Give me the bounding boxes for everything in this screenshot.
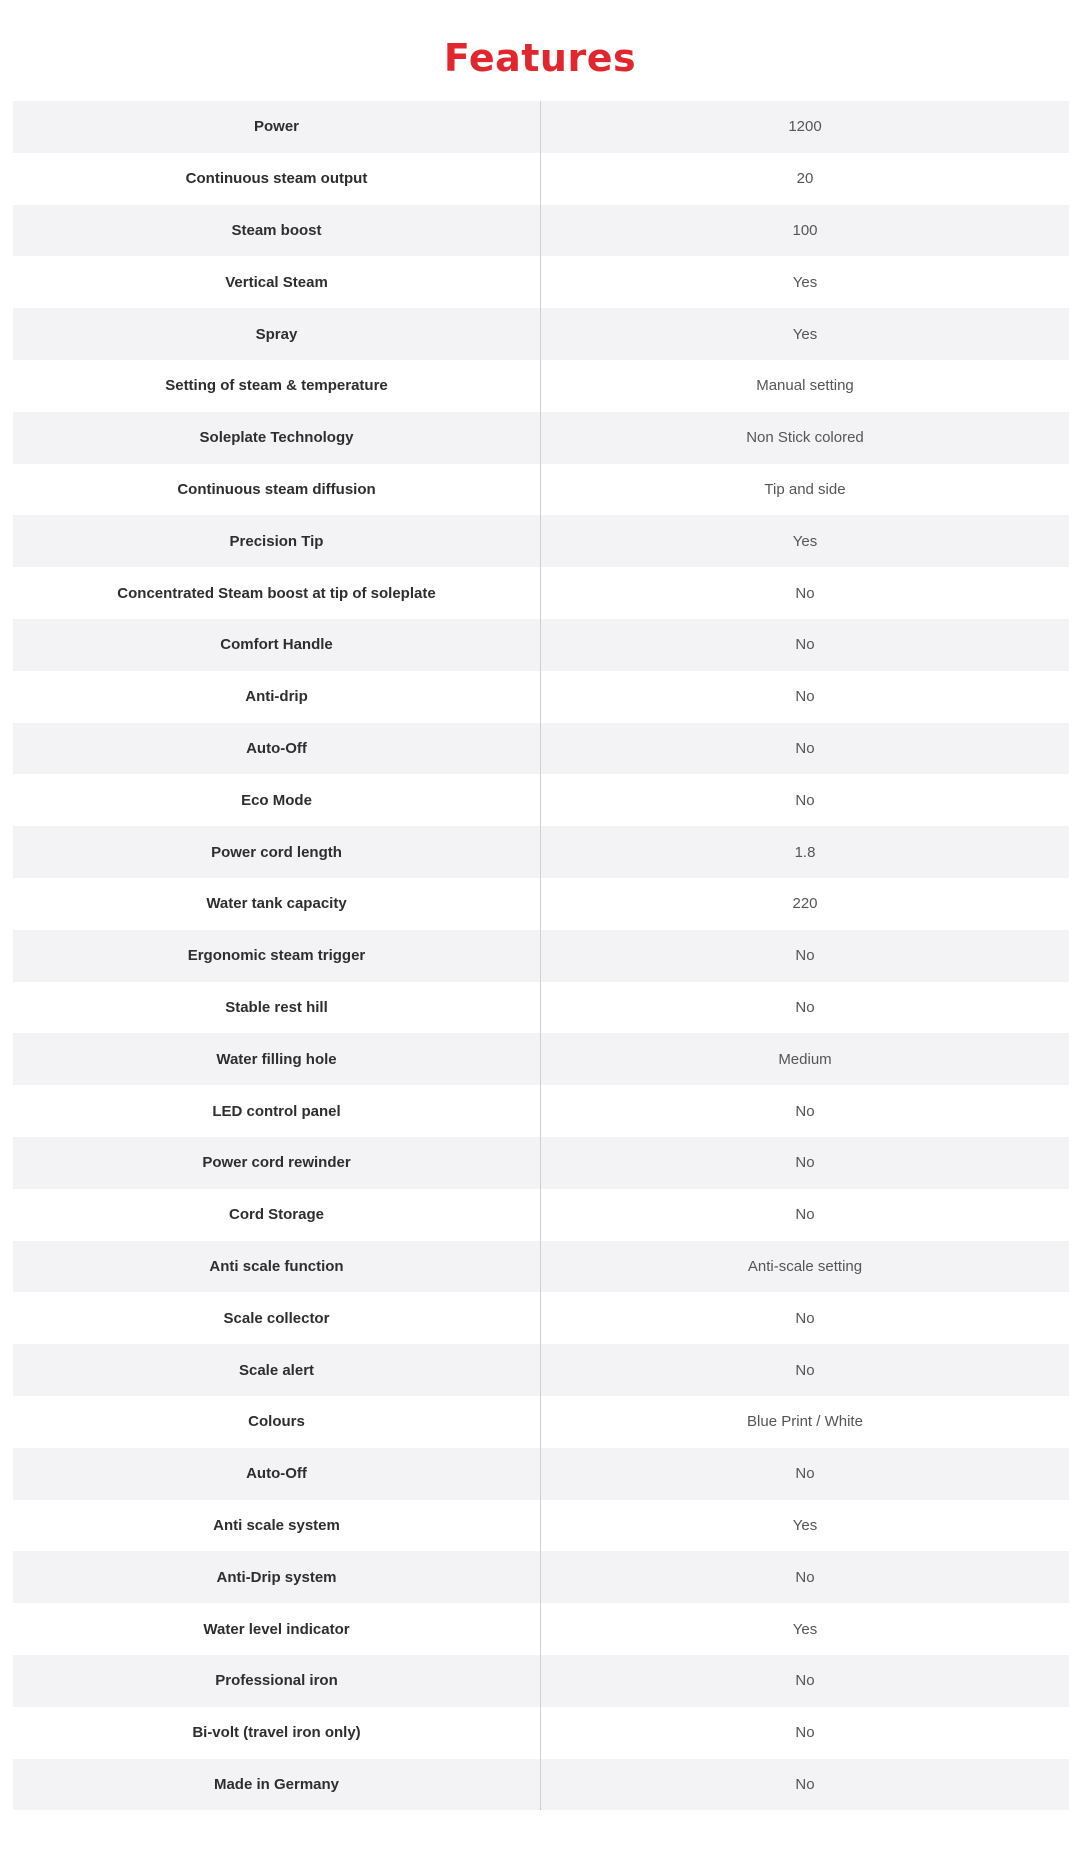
table-row xyxy=(13,308,1069,360)
table-row xyxy=(13,1241,1069,1293)
table-row xyxy=(13,205,1069,257)
feature-label: Ergonomic steam trigger xyxy=(13,930,541,982)
feature-value: No xyxy=(795,1465,815,1483)
table-row xyxy=(13,826,1069,878)
table-row xyxy=(13,930,1069,982)
features-table xyxy=(13,101,1069,1810)
feature-value: No xyxy=(795,998,815,1016)
feature-value: Yes xyxy=(792,273,818,291)
feature-label: Water tank capacity xyxy=(13,878,541,930)
feature-label: Comfort Handle xyxy=(13,619,541,671)
feature-label: Professional iron xyxy=(13,1655,541,1707)
feature-value: Non Stick colored xyxy=(746,429,864,447)
feature-value: Tip and side xyxy=(764,480,846,498)
feature-label: Steam boost xyxy=(13,205,541,257)
feature-label: Anti scale function xyxy=(13,1241,541,1293)
table-row xyxy=(13,671,1069,723)
feature-label: Power cord length xyxy=(13,826,541,878)
table-row xyxy=(13,878,1069,930)
feature-label: Vertical Steam xyxy=(13,256,541,308)
table-row xyxy=(13,1396,1069,1448)
feature-label: Anti scale system xyxy=(13,1500,541,1552)
table-row xyxy=(13,723,1069,775)
table-row xyxy=(13,464,1069,516)
feature-value: No xyxy=(795,1361,815,1379)
feature-value: No xyxy=(795,1309,815,1327)
feature-value: No xyxy=(795,688,815,706)
feature-value: No xyxy=(795,947,815,965)
feature-value: Yes xyxy=(792,1620,818,1638)
table-row xyxy=(13,1500,1069,1552)
table-row xyxy=(13,101,1069,153)
feature-value: No xyxy=(795,636,815,654)
feature-label: Made in Germany xyxy=(13,1759,541,1811)
table-row xyxy=(13,619,1069,671)
feature-label: Soleplate Technology xyxy=(13,412,541,464)
feature-value: Manual setting xyxy=(756,377,854,395)
feature-label: LED control panel xyxy=(13,1085,541,1137)
table-row xyxy=(13,515,1069,567)
table-row xyxy=(13,1033,1069,1085)
table-row xyxy=(13,1292,1069,1344)
feature-value: 20 xyxy=(796,170,814,188)
table-row xyxy=(13,1759,1069,1811)
feature-value: No xyxy=(795,1154,815,1172)
feature-value: 1.8 xyxy=(794,843,816,861)
feature-label: Continuous steam output xyxy=(13,153,541,205)
feature-value: Yes xyxy=(792,532,818,550)
feature-value: Medium xyxy=(778,1050,832,1068)
feature-value: No xyxy=(795,1568,815,1586)
feature-value: No xyxy=(795,1672,815,1690)
table-row xyxy=(13,1655,1069,1707)
table-row xyxy=(13,982,1069,1034)
feature-label: Spray xyxy=(13,308,541,360)
feature-label: Power xyxy=(13,101,541,153)
feature-value: No xyxy=(795,1775,815,1793)
feature-value: No xyxy=(795,1102,815,1120)
feature-label: Auto-Off xyxy=(13,723,541,775)
feature-value: Anti-scale setting xyxy=(747,1257,863,1275)
feature-label: Scale collector xyxy=(13,1292,541,1344)
feature-label: Concentrated Steam boost at tip of soleplate xyxy=(13,567,541,619)
feature-label: Eco Mode xyxy=(13,774,541,826)
table-row xyxy=(13,360,1069,412)
table-row xyxy=(13,153,1069,205)
table-row xyxy=(13,1344,1069,1396)
feature-label: Colours xyxy=(13,1396,541,1448)
feature-label: Setting of steam & temperature xyxy=(13,360,541,412)
table-row xyxy=(13,567,1069,619)
feature-value: Blue Print / White xyxy=(747,1413,863,1431)
feature-value: No xyxy=(795,1206,815,1224)
table-row xyxy=(13,256,1069,308)
feature-label: Auto-Off xyxy=(13,1448,541,1500)
feature-label: Scale alert xyxy=(13,1344,541,1396)
feature-value: 220 xyxy=(792,895,818,913)
feature-label: Continuous steam diffusion xyxy=(13,464,541,516)
feature-label: Cord Storage xyxy=(13,1189,541,1241)
table-row xyxy=(13,1551,1069,1603)
feature-value: 1200 xyxy=(788,118,822,136)
feature-value: 100 xyxy=(792,221,818,239)
feature-label: Power cord rewinder xyxy=(13,1137,541,1189)
feature-label: Anti-drip xyxy=(13,671,541,723)
table-row xyxy=(13,1085,1069,1137)
table-row xyxy=(13,412,1069,464)
feature-value: No xyxy=(795,791,815,809)
feature-label: Stable rest hill xyxy=(13,982,541,1034)
table-row xyxy=(13,1189,1069,1241)
feature-label: Water level indicator xyxy=(13,1603,541,1655)
table-row xyxy=(13,1603,1069,1655)
table-row xyxy=(13,1448,1069,1500)
feature-value: Yes xyxy=(792,1516,818,1534)
feature-label: Bi-volt (travel iron only) xyxy=(13,1707,541,1759)
feature-value: No xyxy=(795,1724,815,1742)
feature-value: No xyxy=(795,739,815,757)
table-row xyxy=(13,1707,1069,1759)
feature-value: Yes xyxy=(792,325,818,343)
feature-label: Anti-Drip system xyxy=(13,1551,541,1603)
page-title: Features xyxy=(443,36,637,80)
feature-value: No xyxy=(795,584,815,602)
table-row xyxy=(13,774,1069,826)
feature-label: Precision Tip xyxy=(13,515,541,567)
feature-label: Water filling hole xyxy=(13,1033,541,1085)
table-row xyxy=(13,1137,1069,1189)
